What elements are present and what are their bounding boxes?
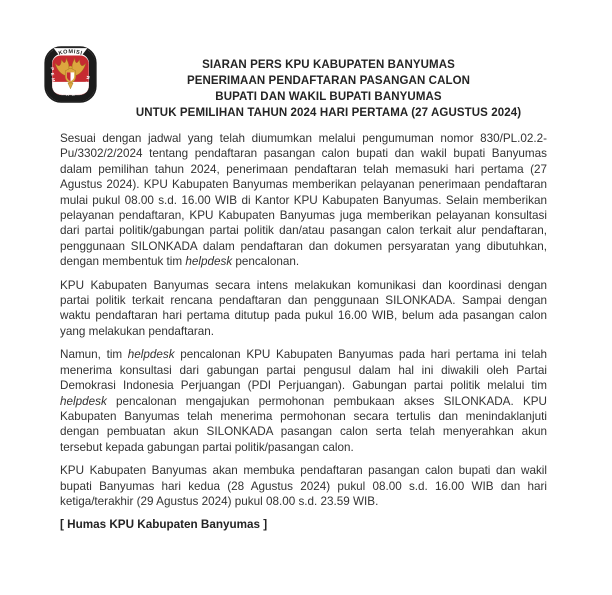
paragraph-4: KPU Kabupaten Banyumas akan membuka pendaftaran pasangan calon bupati dan wakil bupati Banyumas hari kedua (28 Agustus 2024) pukul 08.00 s.d. 16.00 WIB dan hari ketiga/terakhir (29 Agustus 2024) pukul 08.00 s.d. 23.59 WIB. xyxy=(60,464,547,508)
title-line-1: SIARAN PERS KPU KABUPATEN BANYUMAS xyxy=(202,59,455,71)
logo-top-text: KOMISI xyxy=(57,49,84,57)
title-line-4: UNTUK PEMILIHAN TAHUN 2024 HARI PERTAMA (27 AGUSTUS 2024) xyxy=(135,107,522,119)
document-body xyxy=(60,131,547,541)
paragraph-3: Namun, tim helpdesk pencalonan KPU Kabupaten Banyumas pada hari pertama ini telah menerima konsultasi dari gabungan partai pengusul dalam hal ini diwakili oleh Partai Demokrasi Indonesia Perjuangan (PDI Perjuangan). Gabungan partai politik melalui tim helpdesk pencalonan mengajukan permohonan pembukaan akses SILONKADA. KPU Kabupaten Banyumas telah menerima permohonan secara tertulis dan menindaklanjuti dengan pembuatan akun SILONKADA pasangan calon serta telah menyerahkan akun tersebut kepada gabungan partai politik/pasangan calon. xyxy=(60,348,548,454)
signature-line: [ Humas KPU Kabupaten Banyumas ] xyxy=(60,518,268,532)
title-line-3: BUPATI DAN WAKIL BUPATI BANYUMAS xyxy=(215,91,442,103)
press-release-title xyxy=(97,46,560,121)
paragraph-1: Sesuai dengan jadwal yang telah diumumkan melalui pengumuman nomor 830/PL.02.2-Pu/3302/2/2024 tentang pendaftaran pasangan calon bupati dan wakil bupati Banyumas dalam pemilihan tahun 2024, penerimaan pendaftaran telah memasuki hari pertama (27 Agustus 2024). KPU Kabupaten Banyumas memberikan pelayanan penerimaan pendaftaran mulai pukul 08.00 s.d. 16.00 WIB di Kantor KPU Kabupaten Banyumas. Selain memberikan pelayanan pendaftaran, KPU Kabupaten Banyumas juga memberikan pelayanan konsultasi dari partai politik/gabungan partai politik dan/atau pasangan calon terkait alur pendaftaran, penggunaan SILONKADA dalam pendaftaran dan dokumen persyaratan yang dibutuhkan, dengan membentuk tim helpdesk pencalonan. xyxy=(60,132,547,269)
paragraph-2: KPU Kabupaten Banyumas secara intens melakukan komunikasi dan koordinasi dengan partai politik terkait rencana pendaftaran dan penggunaan SILONKADA. Sampai dengan waktu pendaftaran hari pertama ditutup pada pukul 16.00 WIB, belum ada pasangan calon yang melakukan pendaftaran. xyxy=(60,278,547,338)
logo-band-text: PEMILIHAN UMUM xyxy=(49,67,92,97)
kpu-logo-icon xyxy=(44,46,97,103)
title-line-2: PENERIMAAN PENDAFTARAN PASANGAN CALON xyxy=(186,75,471,87)
header xyxy=(44,46,560,121)
